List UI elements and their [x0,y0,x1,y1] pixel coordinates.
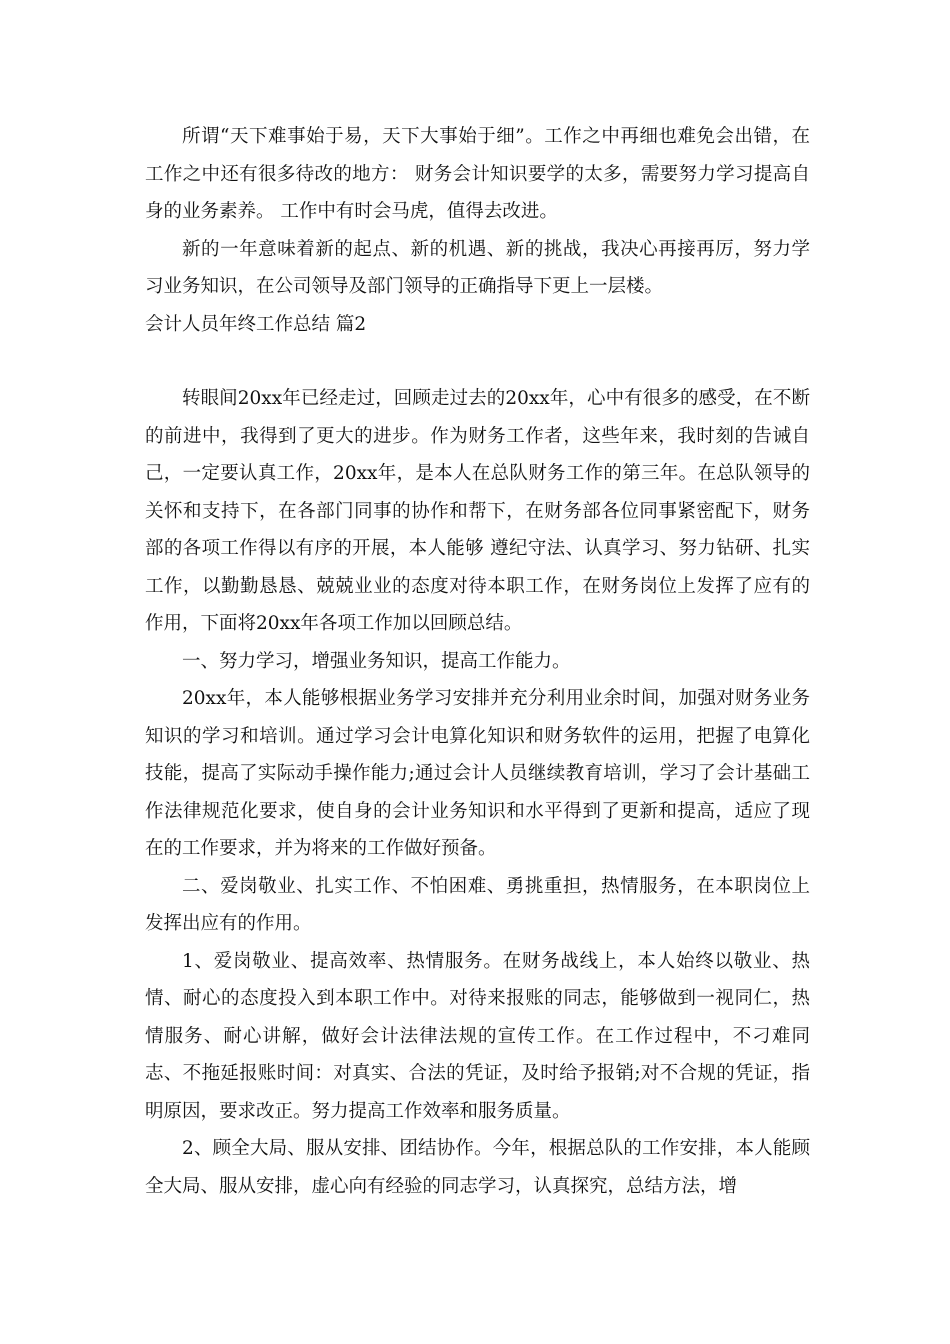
section-title: 会计人员年终工作总结 篇2 [145,313,367,335]
paragraph-heading: 一、努力学习，增强业务知识，提高工作能力。 [182,650,571,672]
document-body [145,118,810,1205]
paragraph: 1、爱岗敬业、提高效率、热情服务。在财务战线上，本人始终以敬业、热情、耐心的态度投入到本职工作中。对待来报账的同志，能够做到一视同仁，热情服务、耐心讲解，做好会计法律法规的宣传工作。在工作过程中，不刁难同志、不拖延报账时间：对真实、合法的凭证，及时给予报销;对不合规的凭证，指明原因，要求改正。努力提高工作效率和服务质量。 [145,950,810,1122]
blank-line [145,343,810,380]
paragraph: 20xx年，本人能够根据业务学习安排并充分利用业余时间，加强对财务业务知识的学习和培训。通过学习会计电算化知识和财务软件的运用，把握了电算化技能，提高了实际动手操作能力;通过会计人员继续教育培训，学习了会计基础工作法律规范化要求，使自身的会计业务知识和水平得到了更新和提高，适应了现在的工作要求，并为将来的工作做好预备。 [145,688,810,859]
paragraph: 所谓“天下难事始于易，天下大事始于细”。工作之中再细也难免会出错，在工作之中还有很多待改的地方： 财务会计知识要学的太多，需要努力学习提高自身的业务素养。 工作中有时会马虎，值得去改进。 [145,126,810,222]
paragraph-heading: 二、爱岗敬业、扎实工作、不怕困难、勇挑重担，热情服务，在本职岗位上发挥出应有的作用。 [145,875,810,934]
paragraph: 转眼间20xx年已经走过，回顾走过去的20xx年，心中有很多的感受，在不断的前进中，我得到了更大的进步。作为财务工作者，这些年来，我时刻的告诫自己，一定要认真工作，20xx年，是本人在总队财务工作的第三年。在总队领导的关怀和支持下，在各部门同事的协作和帮下，在财务部各位同事紧密配下，财务部的各项工作得以有序的开展，本人能够 遵纪守法、认真学习、努力钻研、扎实工作，以勤勤恳恳、兢兢业业的态度对待本职工作，在财务岗位上发挥了应有的作用，下面将20xx年各项工作加以回顾总结。 [145,388,810,634]
paragraph: 2、顾全大局、服从安排、团结协作。今年，根据总队的工作安排，本人能顾全大局、服从安排，虚心向有经验的同志学习，认真探究，总结方法，增 [145,1138,810,1197]
paragraph: 新的一年意味着新的起点、新的机遇、新的挑战，我决心再接再厉，努力学习业务知识，在公司领导及部门领导的正确指导下更上一层楼。 [145,238,810,297]
